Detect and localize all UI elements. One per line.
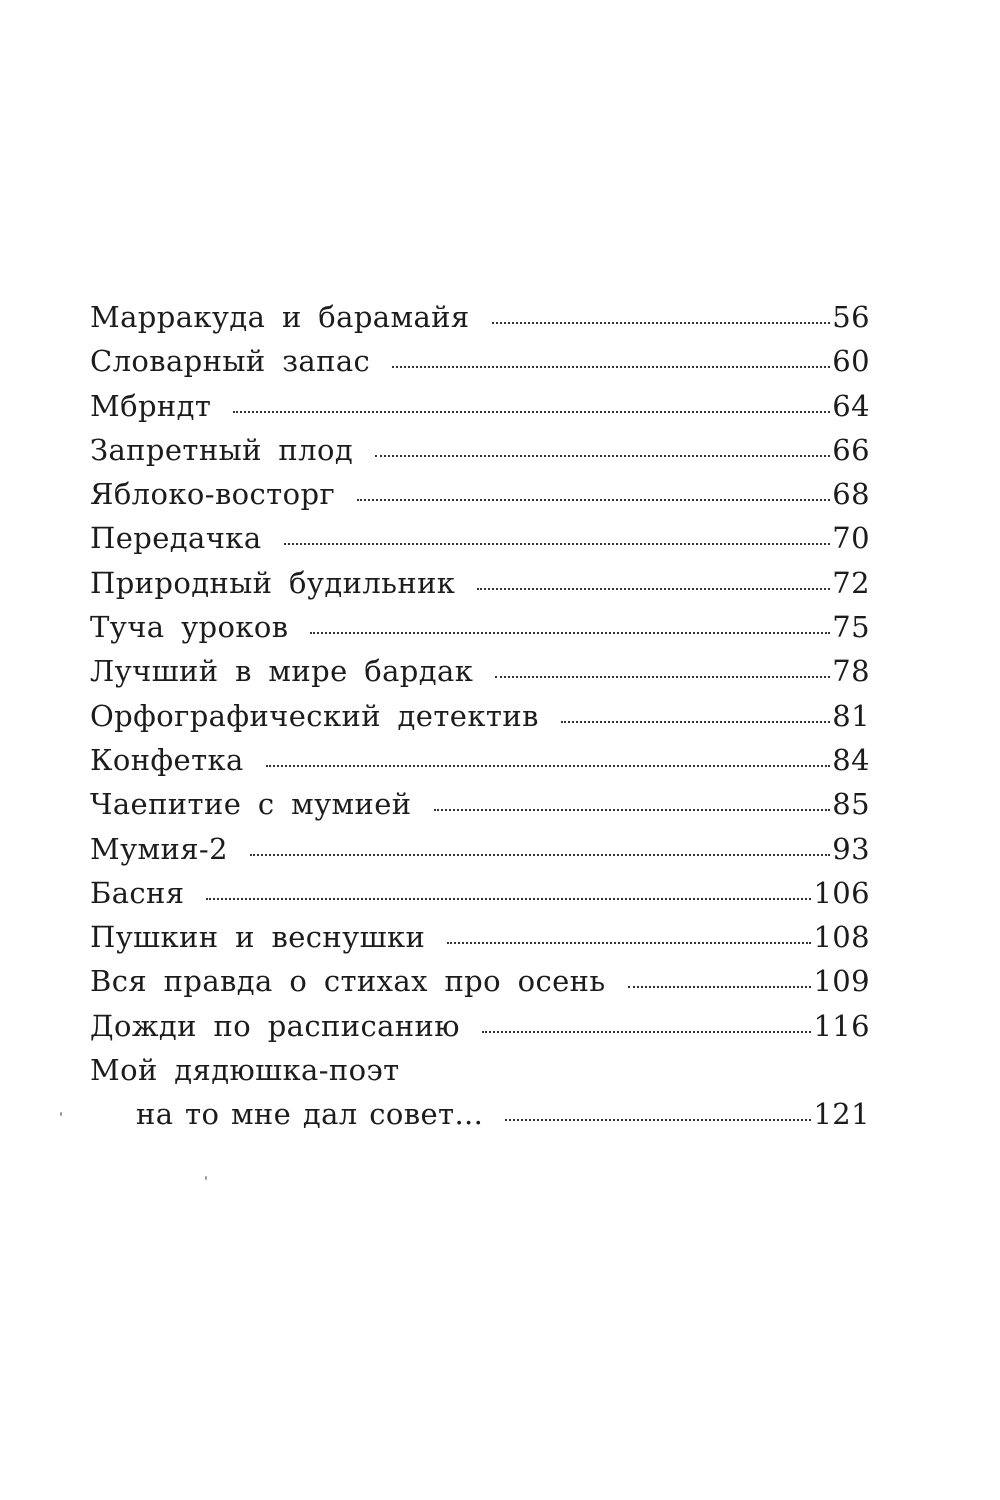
toc-entry-title: Басня <box>90 875 185 910</box>
dot-leader <box>284 543 831 545</box>
toc-entry-page: 85 <box>832 787 870 822</box>
toc-entry <box>90 699 870 743</box>
dot-leader <box>561 721 831 723</box>
toc-entry <box>90 964 870 1008</box>
toc-entry-title: Запретный плод <box>90 432 354 467</box>
dot-leader <box>357 499 830 501</box>
dot-leader <box>477 588 830 590</box>
toc-entry-page: 70 <box>832 521 870 556</box>
toc-entry <box>90 743 870 787</box>
toc-entry-title: Природный будильник <box>90 565 456 600</box>
dot-leader <box>447 942 811 944</box>
toc-entry-title: Пушкин и веснушки <box>90 920 426 955</box>
dot-leader <box>482 1031 812 1033</box>
toc-entry-page: 78 <box>832 654 870 689</box>
dot-leader <box>266 765 831 767</box>
toc-entry-page: 64 <box>832 388 870 423</box>
toc-entry-page: 60 <box>832 344 870 379</box>
toc-entry-title: Лучший в мире бардак <box>90 654 474 689</box>
toc-entry-title: Яблоко-восторг <box>90 477 336 512</box>
toc-entry-title: Марракуда и барамайя <box>90 300 470 334</box>
toc-entry-page: 116 <box>813 1008 870 1043</box>
toc-entry-page: 108 <box>813 920 870 955</box>
toc-entry-title: Мбрндт <box>90 388 212 423</box>
toc-entry-title: Орфографический детектив <box>90 698 539 733</box>
dot-leader <box>206 898 811 900</box>
toc-entry <box>90 389 870 433</box>
table-of-contents <box>90 300 870 1142</box>
toc-entry-page: 56 <box>832 300 870 334</box>
toc-entry-page: 75 <box>832 610 870 645</box>
toc-entry-title: Дожди по расписанию <box>90 1008 460 1043</box>
toc-entry-title: Конфетка <box>90 742 244 777</box>
toc-entry-multiline-second <box>90 1097 870 1141</box>
toc-entry <box>90 610 870 654</box>
toc-entry <box>90 787 870 831</box>
toc-entry <box>90 920 870 964</box>
toc-entry-title: Мумия-2 <box>90 831 228 866</box>
toc-entry-title-line2: на то мне дал совет... <box>136 1097 484 1132</box>
toc-entry <box>90 477 870 521</box>
dot-leader <box>392 366 830 368</box>
toc-entry-page: 109 <box>813 964 870 999</box>
dot-leader <box>375 455 830 457</box>
toc-entry-title: Вся правда о стихах про осень <box>90 964 606 999</box>
toc-entry-page: 121 <box>813 1097 870 1132</box>
paper-speck <box>205 1176 207 1180</box>
dot-leader <box>492 322 831 324</box>
dot-leader <box>434 809 831 811</box>
toc-entry <box>90 654 870 698</box>
toc-entry-title: Туча уроков <box>90 610 289 645</box>
toc-entry <box>90 566 870 610</box>
toc-entry <box>90 300 870 344</box>
toc-entry-title: Словарный запас <box>90 344 371 379</box>
toc-entry <box>90 832 870 876</box>
toc-entry-page: 106 <box>813 875 870 910</box>
dot-leader <box>628 986 812 988</box>
toc-entry <box>90 1009 870 1053</box>
toc-entry-title: Чаепитие с мумией <box>90 787 412 822</box>
toc-entry <box>90 433 870 477</box>
toc-entry-title-line1: Мой дядюшка-поэт <box>90 1053 400 1088</box>
toc-entry-page: 66 <box>832 432 870 467</box>
dot-leader <box>233 411 830 413</box>
dot-leader <box>495 676 830 678</box>
dot-leader <box>310 632 830 634</box>
toc-entry <box>90 876 870 920</box>
toc-entry-page: 81 <box>832 698 870 733</box>
dot-leader <box>505 1119 811 1121</box>
paper-speck <box>60 1112 62 1116</box>
dot-leader <box>250 854 830 856</box>
toc-entry-multiline-first <box>90 1053 870 1097</box>
toc-entry <box>90 344 870 388</box>
toc-entry <box>90 521 870 565</box>
toc-entry-title: Передачка <box>90 521 262 556</box>
toc-entry-page: 68 <box>832 477 870 512</box>
toc-entry-page: 93 <box>832 831 870 866</box>
toc-entry-page: 72 <box>832 565 870 600</box>
toc-entry-page: 84 <box>832 742 870 777</box>
